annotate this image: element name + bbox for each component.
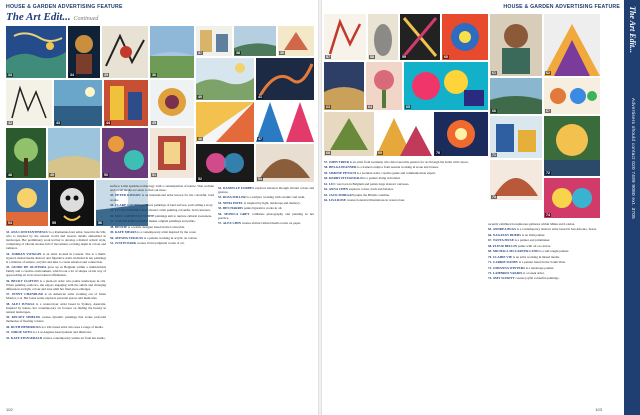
artwork-35 bbox=[102, 26, 148, 78]
artist-entry bbox=[218, 221, 314, 225]
artist-name: 50. AYESHA STRAUSS bbox=[110, 235, 144, 240]
artwork-54-image bbox=[6, 180, 48, 226]
artwork-36 bbox=[150, 26, 194, 78]
tile-number: 50 bbox=[104, 172, 108, 177]
text-column-left-1 bbox=[6, 230, 106, 408]
artist-bio: is a contemporary artist inspired by the coast. bbox=[137, 230, 197, 235]
artwork-60 bbox=[442, 14, 488, 60]
artist-name: 39. KELSEY SHIELDS bbox=[6, 315, 41, 320]
artwork-42 bbox=[6, 80, 52, 126]
tile-number: 49 bbox=[50, 172, 54, 177]
artwork-59 bbox=[400, 14, 440, 60]
tile-number: 39 bbox=[280, 50, 284, 55]
tile-number: 43 bbox=[56, 120, 60, 125]
artist-name: 56. MONICA GREY bbox=[218, 211, 250, 216]
artist-entry bbox=[324, 182, 482, 186]
artwork-39 bbox=[278, 26, 314, 56]
artist-name: 63. JACK MORGAN bbox=[324, 192, 354, 197]
artwork-74 bbox=[544, 178, 600, 218]
running-head-left: HOUSE & GARDEN ADVERTISING FEATURE bbox=[6, 4, 123, 10]
page-title bbox=[6, 11, 98, 23]
tile-number: 52 bbox=[198, 176, 202, 181]
artist-entry bbox=[488, 222, 600, 226]
artwork-67 bbox=[544, 78, 600, 114]
tile-number: 68 bbox=[326, 150, 330, 155]
right-page bbox=[322, 0, 624, 415]
artwork-58 bbox=[368, 14, 398, 60]
entry-list bbox=[6, 230, 106, 340]
tile-number: 57 bbox=[326, 54, 330, 59]
artist-bio: recently exhibited in numerous galleries within Milan and London. bbox=[488, 222, 576, 226]
artwork-72 bbox=[544, 116, 600, 176]
artist-name: 44. CLARE GOODIN bbox=[110, 202, 141, 207]
artist-name: 72. JOHANNA WINTERS bbox=[488, 265, 525, 270]
artist-name: 57. ALEX CHIN bbox=[218, 221, 242, 226]
artwork-46 bbox=[196, 102, 254, 142]
artist-entry bbox=[6, 279, 106, 291]
artist-bio: paintings aim to nurture cultural awareness. bbox=[155, 213, 213, 218]
text-column-left-3 bbox=[218, 186, 314, 408]
artist-bio: creates dynamic paintings that evoke profound memories of fleeting colours. bbox=[6, 315, 106, 324]
artist-name: 51. JUSTIN PARK bbox=[110, 241, 137, 246]
artwork-48 bbox=[6, 128, 46, 178]
artist-bio: is a self-taught painter. bbox=[539, 249, 570, 254]
artist-entry bbox=[488, 227, 600, 231]
tile-number: 55 bbox=[52, 220, 56, 225]
artist-name: 46. MAX LAWRENCE WHITE bbox=[110, 213, 155, 218]
artist-entry bbox=[324, 198, 482, 202]
tile-number: 33 bbox=[8, 72, 12, 77]
artist-bio: is a plein-air artist who paints landscapes in oils. When painting outdoors, she enjoys engaging with the subtle and changing differences in light, colour and tone until her final piece emerges. bbox=[6, 278, 106, 291]
artwork-43 bbox=[54, 80, 102, 126]
side-strip bbox=[624, 0, 640, 415]
artist-entry bbox=[488, 255, 600, 259]
artist-name: 68. FLEUR BELLIN bbox=[488, 243, 517, 248]
artist-entry bbox=[6, 330, 106, 334]
text-column-left-2 bbox=[110, 184, 214, 408]
artwork-54 bbox=[6, 180, 48, 226]
artist-name: 40. RUTH HENDRICKS bbox=[6, 324, 41, 329]
tile-number: 48 bbox=[8, 172, 12, 177]
artist-entry bbox=[110, 236, 214, 240]
artist-entry bbox=[324, 187, 482, 191]
artist-bio: is a German artist, creative guide and communication expert. bbox=[356, 170, 436, 175]
artist-entry bbox=[110, 219, 214, 223]
tile-number: 53 bbox=[258, 176, 262, 181]
artist-bio: is a painter and printmaker. bbox=[514, 238, 551, 243]
artwork-71 bbox=[490, 116, 542, 158]
artist-name: 64. LISA ROSE bbox=[324, 198, 346, 203]
artist-bio: is a Romanian-born artist, based in the UK, who is inspired by the natural world and weaves details embedded in landscapes. Her preliminary work led her to develop a distinct artistic style, comprising of vibrant strokes full of movement, evoking depth in colour and radiance. bbox=[6, 230, 106, 251]
artwork-49 bbox=[48, 128, 100, 178]
tile-number: 65 bbox=[406, 104, 410, 109]
artist-entry bbox=[324, 171, 482, 175]
artist-bio: is an abstract artist painting colourful, bold canvases. bbox=[141, 208, 211, 213]
artist-bio: is a sculptor working with ceramic and resin. bbox=[246, 195, 306, 200]
artwork-69 bbox=[376, 112, 432, 156]
artist-bio: is a painter working in acrylic on canvas. bbox=[144, 235, 198, 240]
artist-bio: is a watercolour artist based in Sydney, Australia. Inspired by nature, her contemporary art focuses on finding the beauty in natural landscapes. bbox=[6, 301, 106, 314]
artist-name: 59. SIMONE PETSCH bbox=[324, 170, 356, 175]
tile-number: 70 bbox=[436, 150, 440, 155]
entry-list bbox=[488, 222, 600, 280]
artist-name: 57. JOHN TRIER bbox=[324, 160, 349, 164]
artist-bio: is a landscape painter. bbox=[525, 265, 555, 270]
tile-number: 54 bbox=[8, 220, 12, 225]
tile-number: 41 bbox=[258, 94, 262, 99]
artist-entry bbox=[324, 193, 482, 197]
tile-number: 36 bbox=[152, 72, 156, 77]
artwork-70 bbox=[434, 112, 488, 156]
artwork-41-image bbox=[256, 58, 314, 100]
tile-number: 58 bbox=[370, 54, 374, 59]
artist-name: 42. KATE FITZGERALD bbox=[6, 335, 43, 340]
artist-name: 71. CARRIE DANBY bbox=[488, 260, 519, 265]
page-number-left: 102 bbox=[6, 407, 13, 412]
running-head-right: HOUSE & GARDEN ADVERTISING FEATURE bbox=[503, 4, 620, 10]
artwork-63-image bbox=[324, 62, 364, 110]
artist-bio: grew up in Belgium within a multicultural family and a creative environment, which took a lot of shapes on his way of approaching art in its most natural affirmation. bbox=[6, 265, 106, 278]
artwork-68-image bbox=[324, 112, 374, 156]
artist-bio: creates contemporary textile art from her studio. bbox=[42, 335, 106, 340]
artwork-44 bbox=[104, 80, 148, 126]
artist-entry bbox=[324, 176, 482, 180]
artist-entry bbox=[488, 233, 600, 237]
artwork-51 bbox=[150, 128, 194, 178]
artist-entry bbox=[110, 203, 214, 207]
artist-name: 69. MICHALL MCCARVER LUND bbox=[488, 249, 539, 254]
artist-entry bbox=[6, 336, 106, 340]
artist-bio: paints the British coastline. bbox=[354, 192, 390, 197]
tile-number: 67 bbox=[546, 108, 550, 113]
artwork-66 bbox=[490, 78, 542, 114]
artist-entry bbox=[6, 265, 106, 277]
artwork-53 bbox=[256, 144, 314, 182]
artwork-57 bbox=[324, 14, 366, 60]
artwork-33-image bbox=[6, 26, 66, 78]
artist-name: 65. ANDREA BUGS bbox=[488, 227, 517, 232]
artist-name: 43. PETER KOSSOU bbox=[110, 193, 141, 198]
tile-number: 74 bbox=[546, 212, 550, 217]
artist-bio: is an American artist working out of Santa Monica, CA. Her latest series explores personal spaces and memories. bbox=[6, 292, 106, 301]
artist-name: 48. BENZIE bbox=[110, 224, 128, 229]
artist-name: 53. ROSA MILLER bbox=[218, 195, 246, 200]
tile-number: 72 bbox=[546, 170, 550, 175]
artist-entry bbox=[488, 266, 600, 270]
artwork-47-image bbox=[256, 102, 314, 142]
artist-entry bbox=[6, 325, 106, 329]
artwork-74-image bbox=[544, 178, 600, 218]
artist-bio: creates botanical illustrations in watercolour. bbox=[346, 198, 405, 203]
artist-entry bbox=[110, 241, 214, 245]
artwork-59-image bbox=[400, 14, 440, 60]
artist-entry bbox=[218, 201, 314, 205]
artist-name: 74. AMY SCHOTT bbox=[488, 276, 515, 281]
artist-entry bbox=[110, 184, 214, 192]
page-number-right: 103 bbox=[595, 407, 602, 412]
artist-bio: creates abstract mixed media works on paper. bbox=[241, 221, 301, 226]
artist-name: 62. ANNA CHEN bbox=[324, 187, 349, 192]
artist-name: 73. LAMBROS VAKRIS bbox=[488, 270, 523, 275]
tile-number: 46 bbox=[198, 136, 202, 141]
artist-entry bbox=[324, 160, 482, 164]
artwork-37 bbox=[196, 26, 232, 56]
strip-title: The Art Edit... bbox=[628, 6, 637, 54]
artist-name: 45. LUCIA ZAMORA bbox=[110, 208, 141, 213]
artist-bio: is an international artist known for his colourful, bold works. bbox=[110, 193, 214, 202]
strip-note: Advertisers should contact 020 7499 9080 ext. 3705 bbox=[631, 98, 636, 219]
artist-bio: surface. Little sparkles technology with a contemplation of nature. Visit website and social media accounts to find out more. bbox=[110, 184, 214, 193]
artist-bio: is a contemporary abstract artist based in San Antonio, Texas. bbox=[516, 227, 597, 232]
artist-name: 55. BEN HARRIS bbox=[218, 206, 244, 211]
artist-bio: explores colour, form and balance. bbox=[348, 187, 394, 192]
artwork-53-image bbox=[256, 144, 314, 182]
artist-name: 66. NAGAYAN BIJERS bbox=[488, 232, 522, 237]
artwork-42-image bbox=[6, 80, 52, 126]
tile-number: 51 bbox=[152, 172, 156, 177]
tile-number: 37 bbox=[198, 50, 202, 55]
tile-number: 62 bbox=[546, 70, 550, 75]
artist-entry bbox=[218, 212, 314, 220]
artwork-57-image bbox=[324, 14, 366, 60]
artwork-70-image bbox=[434, 112, 488, 156]
artwork-33 bbox=[6, 26, 66, 78]
artwork-58-image bbox=[368, 14, 398, 60]
artwork-65 bbox=[404, 62, 488, 110]
artist-bio: is a textile designer based in the Cotswolds. bbox=[127, 224, 185, 229]
artwork-61-image bbox=[490, 14, 542, 76]
artist-entry bbox=[6, 315, 106, 323]
artwork-66-image bbox=[490, 78, 542, 114]
entry-list bbox=[110, 184, 214, 245]
tile-number: 38 bbox=[236, 50, 240, 55]
tile-number: 63 bbox=[326, 104, 330, 109]
artist-name: 33. ANA CONSTANTINESCU bbox=[6, 230, 49, 234]
artist-name: 52. DANIELLE FORBES bbox=[218, 186, 255, 190]
artist-bio: is a Los Angeles-based painter and illustrator. bbox=[32, 330, 92, 335]
artwork-55-image bbox=[50, 180, 94, 226]
artwork-65-image bbox=[404, 62, 488, 110]
title-sub: Continued bbox=[73, 16, 99, 22]
artwork-35-image bbox=[102, 26, 148, 78]
artist-name: 58. HELGA PFANNER bbox=[324, 165, 357, 170]
artwork-43-image bbox=[54, 80, 102, 126]
tile-number: 45 bbox=[152, 120, 156, 125]
artist-entry bbox=[110, 193, 214, 201]
artwork-52-image bbox=[196, 144, 254, 182]
tile-number: 69 bbox=[378, 150, 382, 155]
artist-bio: creates vivid sculptural works of art. bbox=[137, 241, 185, 246]
artist-entry bbox=[110, 225, 214, 229]
artist-entry bbox=[218, 186, 314, 194]
artist-bio: is inspired by light, landscape and memory. bbox=[244, 200, 301, 205]
artist-bio: explores emotion through vibrant colour and gesture. bbox=[218, 186, 314, 195]
artist-entry bbox=[6, 252, 106, 264]
artwork-62 bbox=[544, 14, 600, 76]
artwork-69-image bbox=[376, 112, 432, 156]
artwork-62-image bbox=[544, 14, 600, 76]
tile-number: 44 bbox=[106, 120, 110, 125]
artist-entry bbox=[488, 244, 600, 248]
artist-name: 54. NEHA PATEL bbox=[218, 200, 244, 205]
tile-number: 40 bbox=[198, 94, 202, 99]
artwork-36-image bbox=[150, 26, 194, 78]
artwork-51-image bbox=[150, 128, 194, 178]
entry-list bbox=[218, 186, 314, 225]
artwork-41 bbox=[256, 58, 314, 100]
artwork-73 bbox=[490, 160, 542, 200]
artist-bio: is an artist from Germany who discovered his passion for art through his battle with cancer. bbox=[349, 160, 469, 164]
artist-entry bbox=[218, 195, 314, 199]
artwork-63 bbox=[324, 62, 364, 110]
artist-entry bbox=[488, 271, 600, 275]
artwork-61 bbox=[490, 14, 542, 76]
artwork-34-image bbox=[68, 26, 100, 78]
tile-number: 71 bbox=[492, 152, 496, 157]
artist-bio: is an artist working in mixed media. bbox=[512, 254, 560, 259]
artwork-46-image bbox=[196, 102, 254, 142]
tile-number: 42 bbox=[8, 120, 12, 125]
artwork-52 bbox=[196, 144, 254, 182]
artwork-55 bbox=[50, 180, 94, 226]
artwork-40-image bbox=[196, 58, 254, 100]
tile-number: 47 bbox=[258, 136, 262, 141]
text-column-right-1 bbox=[324, 160, 482, 408]
tile-number: 73 bbox=[492, 194, 496, 199]
tile-number: 64 bbox=[368, 104, 372, 109]
left-page bbox=[0, 0, 318, 415]
artist-entry bbox=[6, 302, 106, 314]
artist-entry bbox=[218, 206, 314, 210]
artist-bio: paints figurative works in oil. bbox=[243, 206, 283, 211]
tile-number: 59 bbox=[402, 54, 406, 59]
tile-number: 35 bbox=[104, 72, 108, 77]
artist-name: 67. TANYA MUSE bbox=[488, 238, 514, 243]
artist-name: 49. KAYE MEARS bbox=[110, 230, 137, 235]
artwork-47 bbox=[256, 102, 314, 142]
artist-entry bbox=[110, 230, 214, 234]
artist-bio: paints with oil on canvas. bbox=[517, 243, 551, 248]
artist-entry bbox=[110, 214, 214, 218]
artist-bio: is a Greek artist. bbox=[523, 270, 545, 275]
artist-bio: is a painter based in the South West. bbox=[518, 260, 566, 265]
artist-entry bbox=[6, 230, 106, 250]
artist-bio: makes original paintings and prints. bbox=[149, 219, 196, 224]
artwork-38 bbox=[234, 26, 276, 56]
artist-name: 47. JUDITH FERNANDEZ bbox=[110, 219, 149, 224]
artist-name: 70. CLAIRE VIE bbox=[488, 254, 513, 259]
artist-entry bbox=[110, 208, 214, 212]
artist-entry bbox=[324, 165, 482, 169]
artwork-72-image bbox=[544, 116, 600, 176]
artist-name: 35. GUIDO DE OLIVEIRA bbox=[6, 265, 47, 270]
artist-name: 37. JENNY CHANDLER bbox=[6, 292, 43, 297]
tile-number: 34 bbox=[70, 72, 74, 77]
artist-entry bbox=[488, 249, 600, 253]
artist-bio: was born in Belgium and paints large abstract canvases. bbox=[336, 181, 410, 186]
artist-bio: creates joyful colourful paintings. bbox=[515, 276, 560, 281]
artist-bio: combines photography and painting in her practice. bbox=[218, 211, 314, 220]
entry-list bbox=[324, 160, 482, 202]
tile-number: 56 bbox=[98, 220, 102, 225]
tile-number: 61 bbox=[492, 70, 496, 75]
artwork-50-image bbox=[102, 128, 148, 178]
tile-number: 60 bbox=[444, 54, 448, 59]
artist-entry bbox=[488, 276, 600, 280]
artist-bio: is a UK-based artist who uses a range of media. bbox=[41, 324, 104, 329]
artwork-34 bbox=[68, 26, 100, 78]
artwork-67-image bbox=[544, 78, 600, 114]
title-main: The Art Edit... bbox=[6, 11, 71, 23]
artwork-44-image bbox=[104, 80, 148, 126]
tile-number: 66 bbox=[492, 108, 496, 113]
artist-bio: is a trained sculptor from Austria working in stone and bronze. bbox=[357, 165, 439, 170]
artist-bio: produces paintings of land and sea, each telling a story. bbox=[141, 202, 214, 207]
artist-name: 60. KERRY FITZGERALD bbox=[324, 176, 363, 181]
artwork-64 bbox=[366, 62, 402, 110]
artist-entry bbox=[488, 260, 600, 264]
artist-name: 41. JORGE SOTO bbox=[6, 330, 32, 335]
artwork-71-image bbox=[490, 116, 542, 158]
artist-bio: is a painter living in Ireland. bbox=[363, 176, 401, 181]
artwork-60-image bbox=[442, 14, 488, 60]
artist-name: 61. LUC bbox=[324, 181, 336, 186]
artwork-68 bbox=[324, 112, 374, 156]
artist-name: 38. ALEJ JUNGSA bbox=[6, 301, 35, 306]
artwork-45-image bbox=[150, 80, 194, 126]
artwork-73-image bbox=[490, 160, 542, 200]
artist-name: 34. JORDAN SWIGGIN bbox=[6, 251, 42, 256]
artwork-64-image bbox=[366, 62, 402, 110]
artist-bio: is an artist located in Canada. She is a multi-layered, mixed media abstract and figurative artist. Included in her paintings is a mixture of texture, acrylics and inks to create emotion and connection. bbox=[6, 251, 106, 264]
artwork-45 bbox=[150, 80, 194, 126]
artwork-48-image bbox=[6, 128, 46, 178]
artist-name: 36. BECKY CLIFTON bbox=[6, 278, 39, 283]
artist-bio: is an Irish painter. bbox=[521, 232, 546, 237]
text-column-right-2 bbox=[488, 222, 600, 408]
artwork-50 bbox=[102, 128, 148, 178]
artwork-49-image bbox=[48, 128, 100, 178]
artist-entry bbox=[488, 238, 600, 242]
artwork-40 bbox=[196, 58, 254, 100]
artist-entry bbox=[6, 292, 106, 300]
